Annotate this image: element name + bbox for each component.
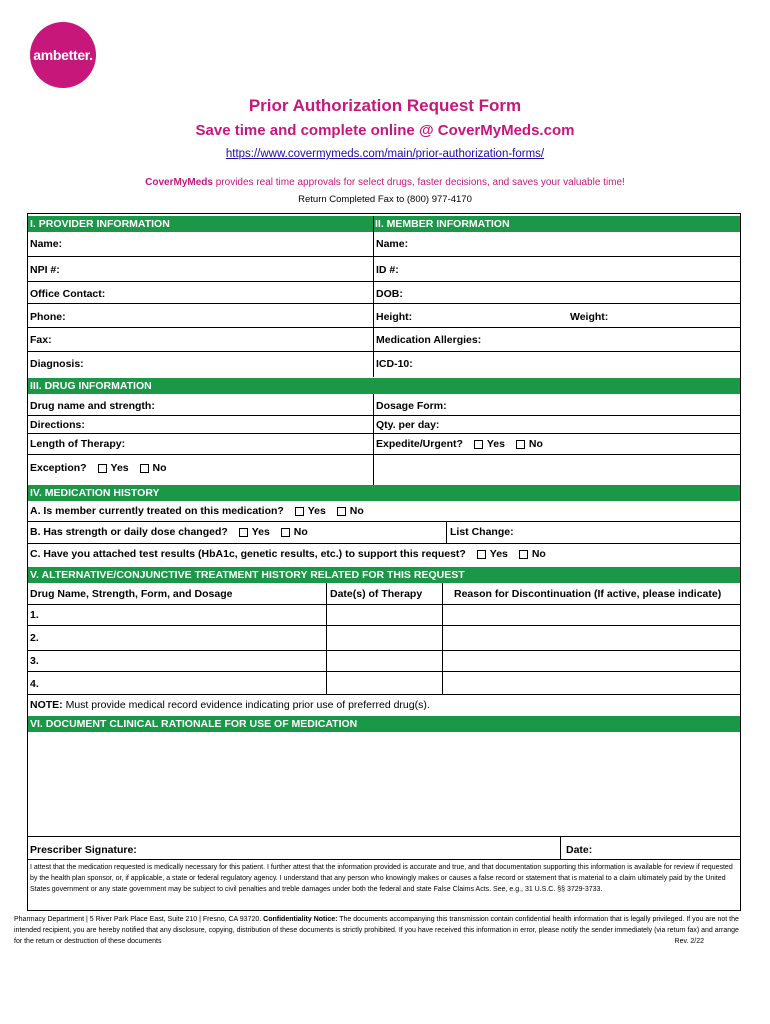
member-section-title: II. MEMBER INFORMATION (375, 218, 510, 230)
clinical-rationale-area[interactable] (28, 732, 740, 836)
icd10-field[interactable]: ICD-10: (376, 358, 413, 370)
member-name-field[interactable]: Name: (376, 238, 409, 250)
preferred-drug-note (28, 698, 430, 712)
exception-row (28, 461, 167, 475)
length-of-therapy-field[interactable]: Length of Therapy: (30, 438, 126, 450)
exception-label: Exception? (30, 462, 87, 474)
medhist-c-yes-label: Yes (489, 548, 508, 560)
page-footer (14, 914, 744, 947)
expedite-yes-label: Yes (486, 438, 505, 450)
form-subtitle: Save time and complete online @ CoverMyMeds.com (195, 122, 575, 139)
expedite-no-checkbox[interactable] (516, 440, 525, 449)
note-text: Must provide medical record evidence indicating prior use of preferred drug(s). (62, 699, 430, 711)
medication-allergies-field[interactable]: Medication Allergies: (376, 334, 482, 346)
return-fax: Return Completed Fax to (800) 977-4170 (298, 194, 472, 205)
medhist-a-row (28, 504, 364, 518)
exception-yes-checkbox[interactable] (98, 464, 107, 473)
member-height-field[interactable]: Height: (376, 311, 413, 323)
drug-name-field[interactable]: Drug name and strength: (30, 400, 155, 412)
medhist-b-yes-checkbox[interactable] (239, 528, 248, 537)
attestation-text: I attest that the medication requested is medically necessary for this patient. I further attest that the information provided is accurate and true, and that documentation supporting this information is available for review if requested by the health plan sponsor, or, if applicable, a state or federal regulatory agency. I understand that any person who knowingly makes or causes a false record or statement that is material to a claim ultimately paid by the United States government or any state government may be subject to civil penalties and treble damages under both the federal and state False Claims Acts. See, e.g., 31 U.S.C. §§ 3729-3733. (30, 864, 733, 893)
exception-yes-label: Yes (110, 462, 129, 474)
covermymeds-link[interactable]: https://www.covermymeds.com/main/prior-authorization-forms/ (225, 148, 545, 160)
provider-phone-field[interactable]: Phone: (30, 311, 66, 323)
alt-row-2[interactable]: 2. (30, 632, 39, 644)
expedite-yes-checkbox[interactable] (474, 440, 483, 449)
revision-label: Rev. 2/22 (674, 938, 704, 945)
provider-section-title: I. PROVIDER INFORMATION (30, 218, 170, 230)
diagnosis-field[interactable]: Diagnosis: (30, 358, 84, 370)
medhist-b-no-label: No (293, 526, 308, 538)
prescriber-signature-field[interactable]: Prescriber Signature: (30, 844, 137, 856)
section-alternative-treatment-header: V. ALTERNATIVE/CONJUNCTIVE TREATMENT HISTORY RELATED FOR THIS REQUEST (28, 567, 740, 583)
directions-field[interactable]: Directions: (30, 419, 85, 431)
section-drug-header: III. DRUG INFORMATION (28, 378, 740, 394)
logo-text: ambetter. (33, 47, 93, 63)
alt-row-1[interactable]: 1. (30, 609, 39, 621)
medhist-c-no-label: No (531, 548, 546, 560)
section-medication-history-header: IV. MEDICATION HISTORY (28, 485, 740, 501)
provider-npi-field[interactable]: NPI #: (30, 264, 60, 276)
medhist-a-no-checkbox[interactable] (337, 507, 346, 516)
tagline-brand: CoverMyMeds (145, 177, 213, 188)
medhist-a-yes-checkbox[interactable] (295, 507, 304, 516)
provider-fax-field[interactable]: Fax: (30, 334, 52, 346)
medhist-b-label: B. Has strength or daily dose changed? (30, 526, 228, 538)
footer-address: Pharmacy Department | 5 River Park Place East, Suite 210 | Fresno, CA 93720. (14, 916, 264, 923)
dosage-form-field[interactable]: Dosage Form: (376, 400, 447, 412)
exception-no-checkbox[interactable] (140, 464, 149, 473)
section-provider-header (28, 216, 740, 232)
medhist-a-no-label: No (349, 505, 364, 517)
expedite-no-label: No (528, 438, 543, 450)
medhist-b-no-checkbox[interactable] (281, 528, 290, 537)
section-clinical-rationale-header: VI. DOCUMENT CLINICAL RATIONALE FOR USE OF MEDICATION (28, 716, 740, 732)
medhist-c-yes-checkbox[interactable] (477, 550, 486, 559)
medhist-c-no-checkbox[interactable] (519, 550, 528, 559)
qty-per-day-field[interactable]: Qty. per day: (376, 419, 440, 431)
confidentiality-label: Confidentiality Notice: (263, 916, 338, 923)
medhist-b-row (28, 525, 308, 539)
tagline (0, 177, 770, 188)
expedite-row (374, 437, 543, 451)
alt-col-dates-header: Date(s) of Therapy (330, 588, 423, 600)
authorization-form (27, 213, 741, 911)
confidentiality-text: The documents accompanying this transmission contain confidential health information that is legally privileged. If you are not the intended recipient, you are hereby notified that any disclosure, copying, distribution of these documents is strictly prohibited. If you have received this information in error, please notify the sender immediately (via return fax) and arrange for the return or destruction of these documents (14, 916, 739, 945)
alt-col-reason-header: Reason for Discontinuation (If active, please indicate) (454, 588, 722, 600)
member-dob-field[interactable]: DOB: (376, 288, 403, 300)
ambetter-logo (30, 22, 96, 88)
tagline-text: provides real time approvals for select drugs, faster decisions, and saves your valuable time! (212, 177, 625, 188)
alt-row-4[interactable]: 4. (30, 678, 39, 690)
list-change-field[interactable]: List Change: (450, 526, 514, 538)
medhist-b-yes-label: Yes (251, 526, 270, 538)
alt-row-3[interactable]: 3. (30, 655, 39, 667)
medhist-a-label: A. Is member currently treated on this medication? (30, 505, 284, 517)
medhist-a-yes-label: Yes (307, 505, 326, 517)
exception-no-label: No (152, 462, 167, 474)
expedite-label: Expedite/Urgent? (376, 438, 463, 450)
medhist-c-row (28, 547, 546, 561)
medhist-c-label: C. Have you attached test results (HbA1c, genetic results, etc.) to support this request? (30, 548, 466, 560)
office-contact-field[interactable]: Office Contact: (30, 288, 106, 300)
provider-name-field[interactable]: Name: (30, 238, 63, 250)
signature-date-field[interactable]: Date: (566, 844, 593, 856)
alt-col-drug-header: Drug Name, Strength, Form, and Dosage (30, 588, 233, 600)
member-id-field[interactable]: ID #: (376, 264, 399, 276)
note-label: NOTE: (30, 699, 63, 711)
form-title: Prior Authorization Request Form (248, 96, 522, 115)
member-weight-field[interactable]: Weight: (570, 311, 609, 323)
